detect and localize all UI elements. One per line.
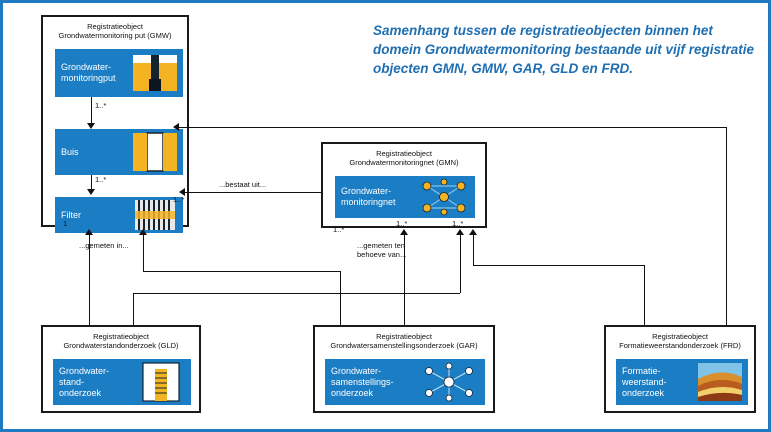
gmw-item-1-label-line2: monitoringput [61, 73, 116, 83]
connector-frd-gmn-horizontal [473, 265, 645, 266]
network-nodes-icon [413, 176, 475, 218]
tube-icon [127, 129, 183, 175]
connector-frd-vertical [726, 127, 727, 325]
multiplicity-buis-filter: 1..* [95, 175, 107, 184]
box-gld-title-line1: Registratieobject [93, 332, 149, 341]
multiplicity-put-buis: 1..* [95, 101, 107, 110]
frd-item-formatieweerstandonderzoek[interactable] [616, 359, 692, 405]
connector-frd-arrow [173, 123, 179, 131]
connector-gar-gmn-arrow [400, 229, 408, 235]
box-gmw-title-line2: Grondwatermonitoring put (GMW) [58, 31, 172, 40]
gar-item-1-label-line2: samenstellings- [331, 376, 394, 387]
frd-item-1-label-line3: onderzoek [622, 387, 665, 398]
multiplicity-gmn-filter: 1..* [173, 195, 185, 204]
gld-item-1-label-line2: stand- [59, 376, 85, 387]
connector-gmn-filter [185, 192, 321, 193]
gmw-item-1-label-line1: Grondwater- [61, 62, 112, 72]
connector-put-buis [91, 97, 92, 125]
gmw-item-2-label-line1: Buis [61, 146, 79, 157]
gmw-item-buis[interactable] [55, 129, 127, 175]
box-gld [41, 325, 201, 413]
gmn-item-1-label-line2: monitoringnet [341, 197, 396, 207]
formation-layers-icon [692, 359, 748, 405]
gar-item-1-label-line3: onderzoek [331, 387, 374, 398]
connector-buis-filter-arrow [87, 189, 95, 195]
frd-item-1-label-line1: Formatie- [622, 365, 661, 376]
gmn-item-grondwatermonitoringnet[interactable] [335, 176, 413, 218]
connector-gld-gmn-horizontal [133, 293, 460, 294]
box-gmn-title-line2: Grondwatermonitoringnet (GMN) [349, 158, 459, 167]
gmn-item-1-label-line1: Grondwater- [341, 186, 392, 196]
frd-item-1-label-line2: weerstand- [622, 376, 667, 387]
diagram-title: Samenhang tussen de registratieobjecten binnen het domein Grondwatermonitoring bestaande uit vijf registratie objecten GMN, GMW, GAR, GLD en FRD. [373, 23, 755, 76]
box-frd-title-line2: Formatieweerstandonderzoek (FRD) [619, 341, 741, 350]
gmw-item-3-label-line1: Filter [61, 209, 81, 220]
relation-gemeten-ten-behoeve-van-line2: behoeve van... [357, 250, 407, 259]
gld-item-1-label-line1: Grondwater- [59, 365, 110, 376]
connector-gar-to-gmw [143, 235, 144, 271]
box-gar [313, 325, 495, 413]
gar-item-1-label-line1: Grondwater- [331, 365, 382, 376]
box-gmn-title-line1: Registratieobject [376, 149, 432, 158]
multiplicity-filter-one: 1 [63, 219, 68, 228]
connector-frd-horizontal [179, 127, 727, 128]
molecule-sample-icon [413, 359, 485, 405]
box-gmw-title-line1: Registratieobject [87, 22, 143, 31]
relation-bestaat-uit-label: ...bestaat uit... [219, 180, 267, 189]
connector-frd-gmn-arrow [469, 229, 477, 235]
relation-gemeten-in-label: ...gemeten in... [79, 241, 129, 250]
well-cross-section-icon [127, 49, 183, 97]
connector-gar-horizontal [143, 271, 341, 272]
connector-gld-gmw-arrow [85, 229, 93, 235]
box-gar-title-line1: Registratieobject [376, 332, 432, 341]
box-gmn [321, 142, 487, 228]
box-frd-title-line1: Registratieobject [652, 332, 708, 341]
relation-gemeten-ten-behoeve-van-line1: ...gemeten ten [357, 241, 405, 250]
box-gld-title-line2: Grondwaterstandonderzoek (GLD) [63, 341, 179, 350]
connector-gar-to-gmw-arrow [139, 229, 147, 235]
connector-gar-up [340, 271, 341, 325]
box-frd [604, 325, 756, 413]
box-gmw [41, 15, 189, 227]
gld-item-1-label-line3: onderzoek [59, 387, 102, 398]
connector-frd-gmn-vertical [644, 265, 645, 325]
box-gar-title-line2: Grondwatersamenstellingsonderzoek (GAR) [330, 341, 478, 350]
gld-item-grondwaterstandonderzoek[interactable] [53, 359, 131, 405]
connector-gld-gmn-vertical [460, 235, 461, 293]
gar-item-grondwatersamenstellingsonderzoek[interactable] [325, 359, 413, 405]
multiplicity-gmn-right: 1..* [452, 219, 464, 228]
water-level-gauge-icon [131, 359, 191, 405]
gmw-item-grondwatermonitoringput[interactable] [55, 49, 127, 97]
connector-gld-gmn-up [133, 293, 134, 325]
multiplicity-gmn-left: 1..* [333, 225, 345, 234]
multiplicity-gmn-middle: 1..* [396, 219, 408, 228]
connector-frd-gmn-up [473, 235, 474, 265]
connector-gld-gmn-arrow [456, 229, 464, 235]
